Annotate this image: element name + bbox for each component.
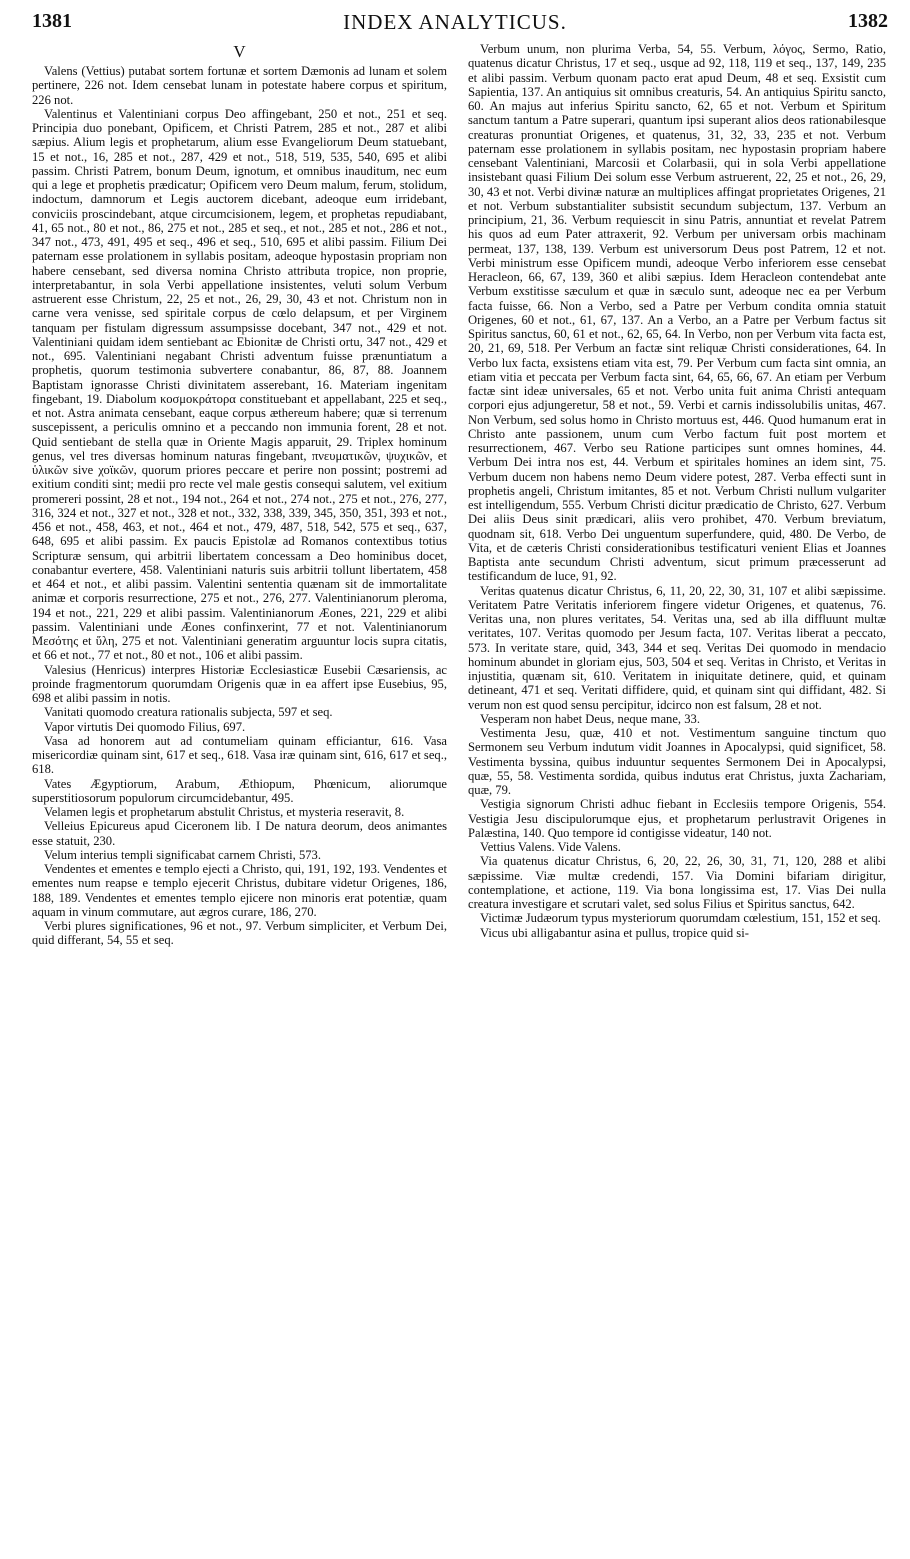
index-entry: Vasa ad honorem aut ad contumeliam quinam efficiantur, 616. Vasa misericordiæ quinam sint, 617 et seq., 618. Vasa iræ quinam sint, 616, 617 et seq., 618. (32, 733, 447, 777)
index-entry: Vettius Valens. Vide Valens. (480, 840, 621, 854)
index-entry: Valentinus et Valentiniani corpus Deo affingebant, 250 et not., 251 et seq. Principia duo ponebant, Opificem, et Christi Patrem, 285 et not., 287 et alibi sæpius. Alium legis et prophetarum, alium esse Evangeliorum Deum statuebant, 15 et not., 16, 285 et not., 287, 429 et not., 518, 519, 535, 540, 695 et alibi passim. Christi Patrem, bonum Deum, ignotum, et omnibus inauditum, nec eum qui a lege et prophetis prædicatur; Opificem vero Deum malum, ferum, stolidum, indoctum, damnorum et Legis auctorem dicebant, adeoque eum irridebant, conviciis proscindebant, atque circumcisionem, legem, et prophetas repudiabant, 41, 65 not., 80 et not., 86, 275 et not., 285 et seq., et not., 285 et not., 286 et not., 347 not., 473, 491, 495 et seq., 496 et seq., 510, 695 et alibi passim. Filium Dei paternam esse prolationem in syllabis positam, adeoque hypostasin propriam non habere censebant, sed diversa nomina Christo attributa tropice, non proprie, interpretabantur, in sola Verbi appellatione insistentes, veluti solum Verbum astruerent esse Christum, 22, 25 et not., 26, 29, 30, 43 et not. Christum non in carne vera venisse, sed spiritale corpus de cœlo delapsum, et per Virginem tanquam per fistulam digressum assumpsisse docebant, 347 not., 429 et not. Valentiniani quidam idem sentiebant ac Ebionitæ de Christi ortu, 347 not., 429 et not., 695. Valentiniani negabant Christi adventum fuisse prænuntiatum a prophetis, quorum testimonia subvertere conabantur, 86, 87, 88. Joannem Baptistam ignorasse Christi divinitatem asserebant, 16. Materiam ingenitam fingebant, 19. Diabolum κοσμοκράτορα constituebant et appellabant, 225 et seq., et not. Astra animata censebant, eaque corpus æthereum habere; quæ si terrenum suscepissent, a periculis omnino et a peccando non immunia forent, 28 et not. Quid sentiebant de stella quæ in Oriente Magis apparuit, 29. Triplex hominum genus, vel tres diversas hominum naturas fingebant, πνευματικῶν, ψυχικῶν, et ὑλικῶν sive χοϊκῶν, quorum priores peccare et perire non possint; postremi ad exitium conditi sint; medii pro recte vel male gestis consequi salutem, vel exitium promereri possint, 28 et not., 194 not., 264 et not., 274 not., 275 et not., 276, 277, 316, 324 et not., 327 et not., 328 et not., 332, 338, 339, 345, 350, 351, 393 et not., 456 et not., 458, 463, et not., 464 et not., 479, 487, 518, 542, 575 et seq., 637, 648, 695 et alibi passim. Ex paucis Epistolæ ad Romanos contextibus totius Scripturæ sensum, qui arbitrii libertatem concessam a Deo hominibus docet, conabantur evertere, 458. Valentiniani naturis suis arbitrii tollunt libertatem, 458 et 464 et not., et alibi passim. Valentini sententia quænam sit de immortalitate animæ et corporis resurrectione, 275 et not., 276, 277. Valentinianorum pleroma, 194 et not., 221, 229 et alibi passim. Valentinianorum Æones, 221, 229 et alibi passim. Valentiniani unde Æones confinxerint, 77 et not. Valentinianorum Μεσότης et ὕλη, 275 et not. Valentiniani generatim arguuntur locis supra citatis, et 66 et not., 77 et not., 80 et not., 106 et alibi passim. (32, 106, 447, 663)
left-page-number: 1381 (32, 10, 72, 32)
index-entry: Velum interius templi significabat carnem Christi, 573. (44, 847, 322, 862)
right-page-number: 1382 (848, 10, 888, 32)
index-entry: Valesius (Henricus) interpres Historiæ Ecclesiasticæ Eusebii Cæsariensis, ac proinde fragmentorum quorumdam Origenis quæ in ea affert ipse Eusebius, 95, 698 et alibi passim in notis. (32, 662, 447, 705)
index-entry: Vanitati quomodo creatura rationalis subjecta, 597 et seq. (44, 705, 333, 720)
left-column (32, 42, 447, 948)
index-entry: Vicus ubi alligabantur asina et pullus, tropice quid si- (480, 925, 749, 940)
index-entry: Vesperam non habet Deus, neque mane, 33. (480, 711, 700, 726)
index-entry: Vestigia signorum Christi adhuc fiebant in Ecclesiis tempore Origenis, 554. Vestigia Jesu discipulorumque ejus, et prophetarum perlustravit Origenes in Palæstina, 140. Quo tempore id contigisse videatur, 140 not. (468, 797, 886, 840)
index-entry: Vendentes et ementes e templo ejecti a Christo, qui, 191, 192, 193. Vendentes et ementes num reapse e templo ejecerit Christus, dubitare videtur Origenes, 186, 188, 189. Vendentes et ementes templo ejicere non minoris erat potentiæ, quam aquam in vinum commutare, aut ægros curare, 186, 270. (32, 862, 447, 919)
section-letter: V (233, 42, 246, 61)
index-entry: Vapor virtutis Dei quomodo Filius, 697. (44, 719, 246, 734)
right-column (468, 42, 886, 940)
index-entry: Verbum unum, non plurima Verba, 54, 55. Verbum, λόγος, Sermo, Ratio, quatenus dicatur Christus, 17 et seq., usque ad 92, 118, 119 et seq., 137, 149, 235 et alibi passim. Verbum quonam pacto erat apud Deum, 48 et seq. Exsistit cum Sapientia, 137. An antiquius sit omnibus creaturis, 54. An antiquius Spiritu sancto, 60. An majus aut inferius Spiritu sancto, 62, 65 et not. Verbum et Spiritum sanctum tantum a Patre superari, quantum ipsi superant alios deos rationabilesque creaturas pronuntiat Origenes, et quatenus, 31, 32, 33, 235 et not. Verbum paternam esse prolationem in syllabis positam, nec hypostasin propriam habere censebant Valentiniani, Marcosii et Colarbasii, qui in sola Verbi appellatione insistebant quasi Filium Dei solum esse Verbum astruerent, 22, 25 et not., 26, 29, 30, 43 et not. Verbi divinæ naturæ an multiplices affingat proprietates Origenes, 21 et not. Verbum substantialiter subsistit secundum subjectum, 137. Verbum an principium, 21, 36. Verbum requiescit in sinu Patris, annuntiat et revelat Patrem his quos ad eum Pater attraxerit, 92. Verbum per universam orbis machinam permeat, 137, 138, 139. Verbum est universorum Deus post Patrem, 12 et not. Verbi ministrum esse Opificem mundi, adeoque Verbo inferiorem esse censebat Heracleon, 66, 67, 139, 360 et alibi sæpius. Idem Heracleon contendebat ante Verbum exstitisse sæculum et quæ in sæculo sunt, adeoque nec ea per Verbum facta fuisse, 66. Non a Verbo, sed a Patre per Verbum condita omnia statuit Origenes, 60 et not., 61, 67, 137. An a Verbo, an a Patre per Verbum factus sit Spiritus sanctus, 60, 61 et not., 62, 65, 64. In Verbo, non per Verbum vita facta est, 20, 21, 69, 518. Per Verbum an factæ sint reliquæ Christi considerationes, 64. In Verbo lux facta, exsistens etiam vita est, 79. Per Verbum cum facta sint omnia, an etiam vitia et peccata per Verbum facta sint, 64, 65, 66, 67. An etiam per Verbum factæ sint ideæ universales, 65 et not. Verbo unita fuit anima Christi antequam corpori ejus adjungeretur, 58 et not., 59. Verbi et carnis indissolubilis unitas, 467. Non Verbum, sed solus homo in Christo mortuus est, 446. Quod humanum erat in Christo ante passionem, unum cum Verbo factum fuit post mortem et resurrectionem, 467. Verbo seu Ratione participes sunt omnes homines, 44. Verbum Dei intra nos est, 44. Verbum et spiritales homines an idem sint, 75. Verbum ducem non habens nemo Deum videre potest, 287. Verba effecti sunt in prophetis angeli, Christum imitantes, 85 et not. Verbum Christi nullum vulgariter est intelligendum, 555. Verbum Christi dicitur prædicatio de Christo, 627. Verbum Dei aliis Deus sinit prædicari, aliis vero prohibet, 470. Verbum breviatum, quodnam sit, 618. Verbo Dei unguentum superfundere, quid, 480. De Verbo, de Vita, et de cæteris Christi considerationibus testificaturi venient Elias et Joannes Baptista ante secundum Christi adventum, sicut primum præcesserunt ad testificandum de luce, 91, 92. (468, 42, 886, 584)
index-entry: Valens (Vettius) putabat sortem fortunæ et sortem Dæmonis ad lunam et solem pertinere, 226 not. Idem censebat lunam in potestate habere corpus et spiritum, 226 not. (32, 64, 447, 107)
index-entry: Vestimenta Jesu, quæ, 410 et not. Vestimentum sanguine tinctum quo Sermonem seu Verbum indutum vidit Joannes in Apocalypsi, quid significet, 58. Vestimenta byssina, quibus induuntur sequentes Sermonem Dei in Apocalypsi, quæ, 55, 58. Vestimenta sordida, quibus indutus erat Christus, juxta Zachariam, quæ, 79. (468, 726, 886, 797)
index-entry: Vates Ægyptiorum, Arabum, Æthiopum, Phœnicum, aliorumque superstitiosorum populorum circumcidebantur, 495. (32, 776, 447, 805)
index-entry: Velamen legis et prophetarum abstulit Christus, et mysteria reseravit, 8. (44, 805, 405, 819)
index-entry: Veritas quatenus dicatur Christus, 6, 11, 20, 22, 30, 31, 107 et alibi sæpissime. Veritatem Patre Veritatis inferiorem fingere videtur Origenes, et quatenus, 76. Veritas una, non plures veritates, 54. Veritas una, sed ab illa diffluunt multæ veritates, 107. Veritas quomodo per Jesum facta, 107. Veritas liberat a peccato, 573. In veritate stare, quid, 343, 344 et seq. Veritas Dei quomodo in mendacio hominum abundet in gloriam ejus, 503, 504 et seq. Veritas in Christo, et Veritas in injustitia, quænam sit, 610. Veritatem in iniquitate detinere, quid, et quinam detineant, 471 et seq. Veritati diffidere, quid, et quinam sint qui diffidant, 482. Si verum non est quod sensu percipitur, idcirco non est falsum, 28 et not. (468, 583, 886, 712)
index-entry: Victimæ Judæorum typus mysteriorum quorumdam cœlestium, 151, 152 et seq. (480, 911, 881, 926)
index-entry: Verbi plures significationes, 96 et not., 97. Verbum simpliciter, et Verbum Dei, quid differant, 54, 55 et seq. (32, 919, 447, 948)
running-title: INDEX ANALYTICUS. (343, 10, 567, 34)
index-entry: Velleius Epicureus apud Ciceronem lib. I De natura deorum, deos animantes esse statuit, 230. (32, 819, 447, 848)
index-entry: Via quatenus dicatur Christus, 6, 20, 22, 26, 30, 31, 71, 120, 288 et alibi sæpissime. Viæ multæ credendi, 157. Via Domini bifariam dirigitur, contemplatione, et actione, 119. Via bona longissima est, 17. Vias Dei nulla creatura investigare et scrutari valet, sed solus Filius et Spiritus sanctus, 642. (468, 854, 886, 911)
